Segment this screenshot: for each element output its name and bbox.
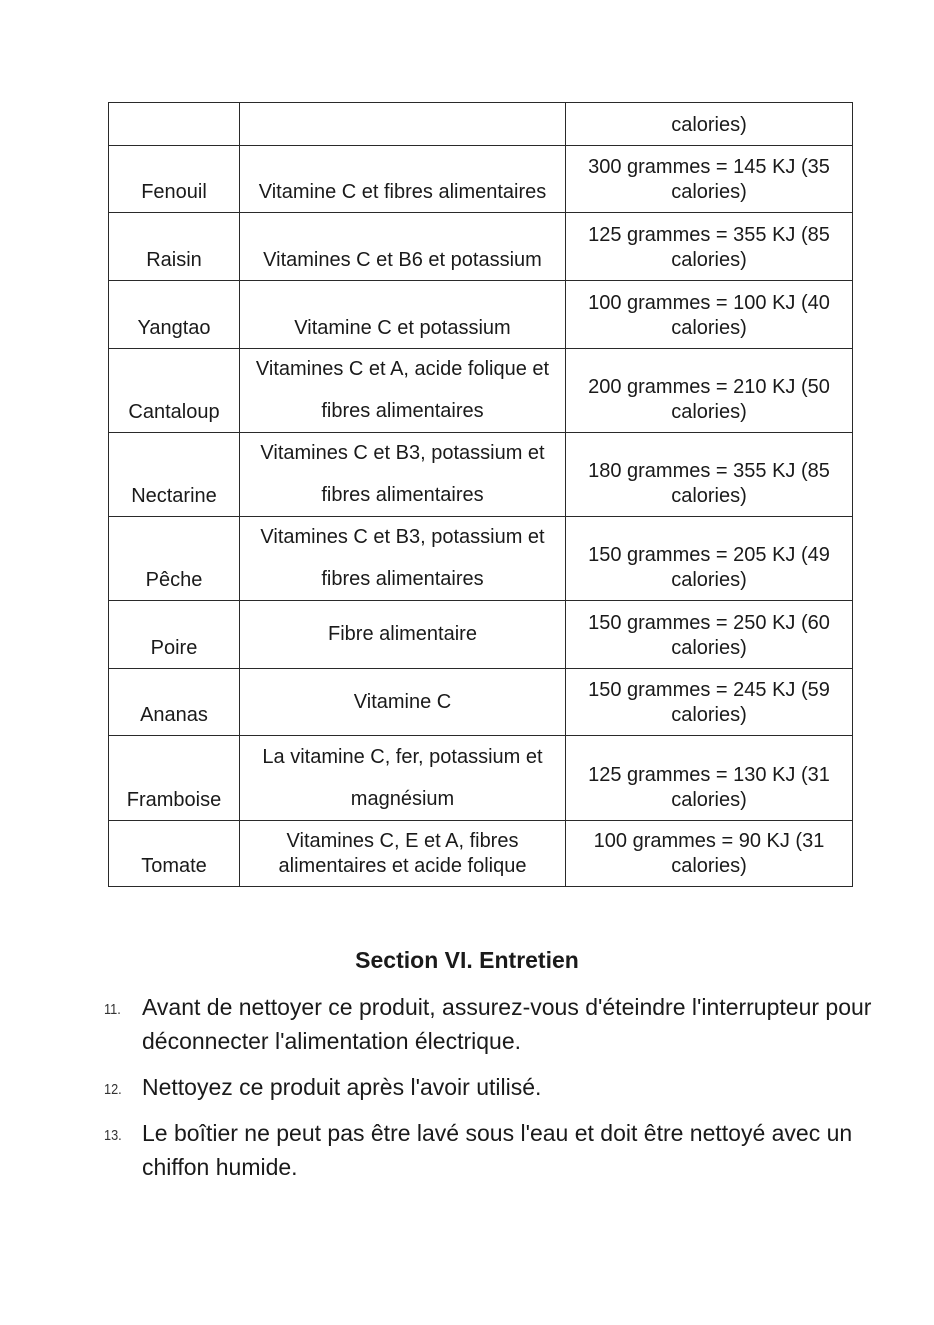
list-item-text: Le boîtier ne peut pas être lavé sous l'eau et doit être nettoyé avec un chiffon humide. xyxy=(142,1120,853,1180)
table-row xyxy=(109,349,853,433)
nutrients-line: Vitamines C et B3, potassium et xyxy=(260,526,545,548)
amount-cell xyxy=(566,821,853,887)
nutrients-line: Vitamines C et B3, potassium et xyxy=(260,442,545,464)
amount-cell xyxy=(566,349,853,433)
nutrients-line: fibres alimentaires xyxy=(321,484,484,506)
amount-cell xyxy=(566,601,853,669)
amount-line: calories) xyxy=(671,114,747,136)
nutrients-line: La vitamine C, fer, potassium et xyxy=(262,745,543,768)
care-instructions-list xyxy=(104,990,904,1196)
amount-line: 150 grammes = 250 KJ (60 xyxy=(588,612,830,634)
amount-cell xyxy=(566,433,853,517)
list-item xyxy=(104,1116,904,1184)
amount-line: 100 grammes = 90 KJ (31 xyxy=(593,830,825,852)
list-item-number: 13. xyxy=(104,1127,122,1144)
nutrients-cell: Vitamines C et B6 et potassium xyxy=(240,213,566,281)
amount-line: 150 grammes = 245 KJ (59 xyxy=(588,679,830,701)
fruit-cell: Nectarine xyxy=(109,433,240,517)
table-row xyxy=(109,103,853,146)
amount-line: calories) xyxy=(671,855,747,877)
amount-cell xyxy=(566,281,853,349)
nutrients-cell xyxy=(240,736,566,821)
section-title: Section VI. Entretien xyxy=(355,947,579,973)
list-item-text: Nettoyez ce produit après l'avoir utilisé. xyxy=(142,1074,542,1100)
nutrients-line: fibres alimentaires xyxy=(321,568,484,590)
table-row xyxy=(109,213,853,281)
amount-cell xyxy=(566,213,853,281)
list-item xyxy=(104,1070,904,1104)
table-row xyxy=(109,281,853,349)
amount-line: calories) xyxy=(671,789,747,811)
fruit-cell: Poire xyxy=(109,601,240,669)
amount-cell xyxy=(566,669,853,736)
nutrients-cell xyxy=(240,349,566,433)
table-row xyxy=(109,601,853,669)
amount-cell xyxy=(566,146,853,213)
list-item-number: 12. xyxy=(104,1081,122,1098)
fruit-cell xyxy=(109,103,240,146)
nutrients-cell: Vitamine C xyxy=(240,669,566,736)
fruit-cell: Ananas xyxy=(109,669,240,736)
amount-line: 300 grammes = 145 KJ (35 xyxy=(588,156,830,178)
nutrition-table xyxy=(108,102,853,887)
fruit-cell: Raisin xyxy=(109,213,240,281)
amount-cell xyxy=(566,103,853,146)
table-row xyxy=(109,821,853,887)
amount-cell xyxy=(566,736,853,821)
amount-line: calories) xyxy=(671,317,747,339)
fruit-cell: Yangtao xyxy=(109,281,240,349)
amount-line: calories) xyxy=(671,569,747,591)
list-item-text: Avant de nettoyer ce produit, assurez-vous d'éteindre l'interrupteur pour déconnecter l'alimentation électrique. xyxy=(142,994,872,1054)
amount-line: 100 grammes = 100 KJ (40 xyxy=(588,292,830,314)
nutrients-line: alimentaires et acide folique xyxy=(278,855,527,877)
list-item-number: 11. xyxy=(104,1001,121,1018)
amount-line: calories) xyxy=(671,401,747,423)
fruit-cell: Fenouil xyxy=(109,146,240,213)
amount-line: calories) xyxy=(671,249,747,271)
amount-line: calories) xyxy=(671,485,747,507)
table-row xyxy=(109,433,853,517)
amount-line: 200 grammes = 210 KJ (50 xyxy=(588,376,830,398)
amount-line: calories) xyxy=(671,704,747,726)
fruit-cell: Cantaloup xyxy=(109,349,240,433)
amount-line: calories) xyxy=(671,181,747,203)
fruit-cell: Tomate xyxy=(109,821,240,887)
amount-line: 125 grammes = 355 KJ (85 xyxy=(588,224,830,246)
amount-line: 125 grammes = 130 KJ (31 xyxy=(588,764,830,786)
amount-line: 150 grammes = 205 KJ (49 xyxy=(588,544,830,566)
amount-line: calories) xyxy=(671,637,747,659)
fruit-cell: Framboise xyxy=(109,736,240,821)
nutrients-cell xyxy=(240,103,566,146)
nutrients-cell xyxy=(240,517,566,601)
nutrients-cell: Vitamine C et fibres alimentaires xyxy=(240,146,566,213)
table-row xyxy=(109,736,853,821)
nutrients-line: magnésium xyxy=(350,787,455,810)
nutrients-line: fibres alimentaires xyxy=(321,400,484,422)
nutrients-cell: Vitamine C et potassium xyxy=(240,281,566,349)
table-row xyxy=(109,517,853,601)
nutrients-line: Vitamines C et A, acide folique et xyxy=(255,358,550,380)
amount-cell xyxy=(566,517,853,601)
amount-line: 180 grammes = 355 KJ (85 xyxy=(588,460,830,482)
list-item xyxy=(104,990,904,1058)
table-row xyxy=(109,669,853,736)
nutrients-line: Vitamines C, E et A, fibres xyxy=(286,830,519,852)
nutrients-cell xyxy=(240,821,566,887)
nutrients-cell xyxy=(240,433,566,517)
fruit-cell: Pêche xyxy=(109,517,240,601)
table-row xyxy=(109,146,853,213)
nutrients-cell: Fibre alimentaire xyxy=(240,601,566,669)
